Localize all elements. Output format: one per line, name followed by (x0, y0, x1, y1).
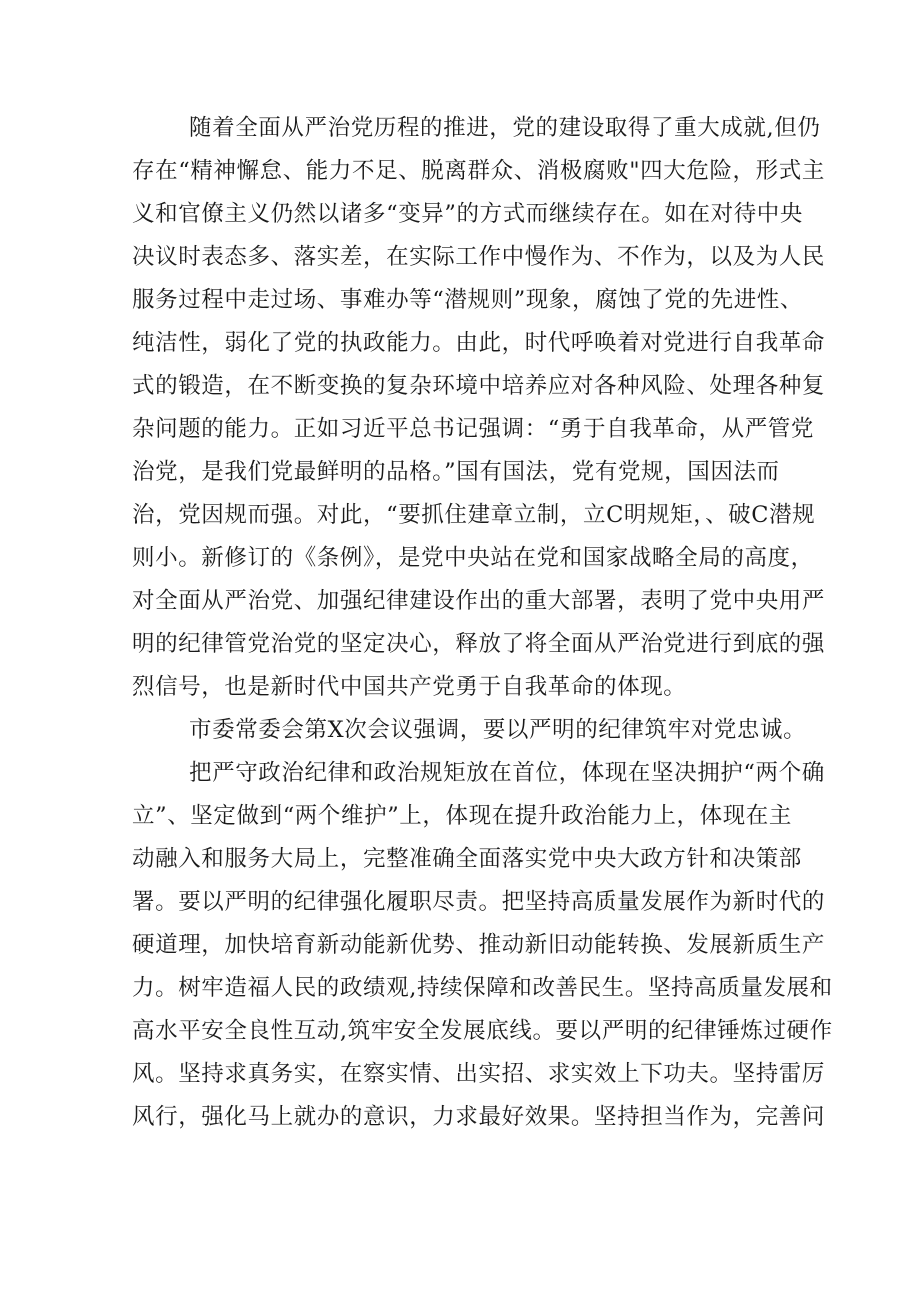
paragraph-1-line-3: 义和官僚主义仍然以诸多“变异”的方式而继续存在。如在对待中央 (132, 201, 804, 227)
paragraph-1-line-13: 明的纪律管党治党的坚定决心，释放了将全面从严治党进行到底的强 (132, 631, 826, 657)
paragraph-3-line-6: 力。树牢造福人民的政绩观,持续保障和改善民生。坚持高质量发展和 (132, 975, 833, 1001)
paragraph-3-line-7: 高水平安全良性互动,筑牢安全发展底线。要以严明的纪律锤炼过硬作 (132, 1018, 833, 1044)
paragraph-3-line-1: 把严守政治纪律和政治规矩放在首位，体现在坚决拥护“两个确 (189, 760, 825, 786)
paragraph-1-line-5: 服务过程中走过场、事难办等“潜规则”现象，腐蚀了党的先进性、 (132, 287, 804, 313)
paragraph-3-line-5: 硬道理，加快培育新动能新优势、推动新旧动能转换、发展新质生产 (132, 932, 826, 958)
paragraph-3-line-9: 风行，强化马上就办的意识，力求最好效果。坚持担当作为，完善问 (132, 1104, 826, 1130)
paragraph-1-line-12: 对全面从严治党、加强纪律建设作出的重大部署，表明了党中央用严 (132, 588, 826, 614)
paragraph-1-line-2: 存在“精神懈怠、能力不足、脱离群众、消极腐败"四大危险，形式主 (132, 158, 825, 184)
paragraph-3-line-4: 署。要以严明的纪律强化履职尽责。把坚持高质量发展作为新时代的 (132, 889, 826, 915)
paragraph-1-line-1: 随着全面从严治党历程的推进，党的建设取得了重大成就,但仍 (189, 115, 821, 141)
paragraph-2-line-1: 市委常委会第X次会议强调，要以严明的纪律筑牢对党忠诚。 (189, 717, 807, 743)
paragraph-1-line-14: 烈信号，也是新时代中国共产党勇于自我革命的体现。 (132, 674, 687, 700)
paragraph-1-line-10: 治，党因规而强。对此，“要抓住建章立制，立C明规矩，、破C潜规 (132, 502, 816, 528)
paragraph-1-line-8: 杂问题的能力。正如习近平总书记强调：“勇于自我革命，从严管党 (132, 416, 815, 442)
paragraph-3-line-3: 动融入和服务大局上，完整准确全面落实党中央大政方针和决策部 (132, 846, 802, 872)
paragraph-1-line-11: 则小。新修订的《条例》，是党中央站在党和国家战略全局的高度， (132, 545, 814, 571)
paragraph-1-line-7: 式的锻造，在不断变换的复杂环境中培养应对各种风险、处理各种复 (132, 373, 826, 399)
paragraph-1-line-4: 决议时表态多、落实差，在实际工作中慢作为、不作为，以及为人民 (132, 244, 826, 270)
paragraph-3-line-8: 风。坚持求真务实，在察实情、出实招、求实效上下功夫。坚持雷厉 (132, 1061, 826, 1087)
paragraph-3-line-2: 立”、坚定做到“两个维护”上，体现在提升政治能力上，体现在主 (132, 803, 793, 829)
paragraph-1-line-9: 治党，是我们党最鲜明的品格。”国有国法，党有党规，国因法而 (132, 459, 780, 485)
paragraph-1-line-6: 纯洁性，弱化了党的执政能力。由此，时代呼唤着对党进行自我革命 (132, 330, 826, 356)
